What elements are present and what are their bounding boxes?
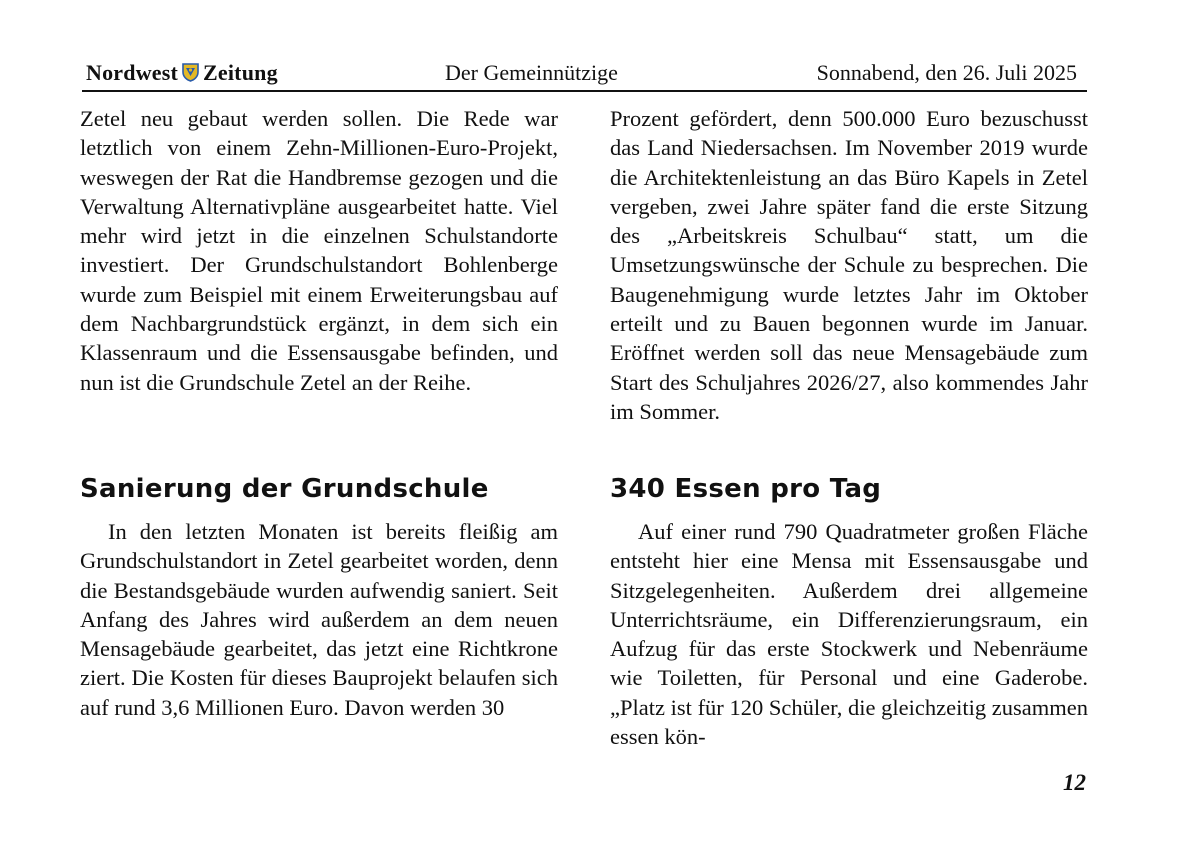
right-column-continuation: [610, 104, 1088, 426]
article-paragraph: Auf einer rund 790 Quadratmeter großen Fläche entsteht hier eine Mensa mit Essensausgabe und Sitzgelegenheiten. Außerdem drei allgemeine Unterrichtsräume, ein Differenzierungsraum, ein Aufzug für das erste Stockwerk und Nebenräume wie Toiletten, für Personal und eine Gaderobe. „Platz ist für 120 Schüler, die gleichzeitig zusammen essen kön-: [610, 519, 1088, 750]
page-number: 12: [1063, 770, 1086, 795]
masthead-nordwest: Nordwest: [86, 60, 179, 85]
issue-date: Sonnabend, den 26. Juli 2025: [816, 60, 1077, 85]
right-column-body: [610, 517, 1088, 751]
masthead-zeitung: Zeitung: [203, 60, 278, 85]
subheading-essen: 340 Essen pro Tag: [610, 474, 882, 504]
coat-of-arms-icon: [182, 62, 199, 88]
article-paragraph: In den letzten Monaten ist bereits fleißig am Grundschulstandort in Zetel gearbeitet worden, denn die Bestandsgebäude wurden aufwendig saniert. Seit Anfang des Jahres wird außerdem an dem neuen Mensagebäude gearbeitet, das jetzt eine Richtkrone ziert. Die Kosten für dieses Bauprojekt belaufen sich auf rund 3,6 Millionen Euro. Davon werden 30: [80, 519, 558, 720]
article-paragraph: Zetel neu gebaut werden sollen. Die Rede war letztlich von einem Zehn-Millionen-Euro-Projekt, weswegen der Rat die Handbremse gezogen und die Verwaltung Alternativpläne ausgearbeitet hatte. Viel mehr wird jetzt in die einzelnen Schulstandorte investiert. Der Grundschulstandort Bohlenberge wurde zum Beispiel mit einem Erweiterungsbau auf dem Nachbargrundstück ergänzt, in dem sich ein Klassenraum und die Essensausgabe befinden, und nun ist die Grundschule Zetel an der Reihe.: [80, 106, 558, 395]
article-paragraph: Prozent gefördert, denn 500.000 Euro bezuschusst das Land Niedersachsen. Im November 2019 wurde die Architektenleistung an das Büro Kapels in Zetel vergeben, zwei Jahre später fand die erste Sitzung des „Arbeitskreis Schulbau“ statt, um die Umsetzungswünsche der Schule zu besprechen. Die Baugenehmigung wurde letztes Jahr im Oktober erteilt und zu Bauen begonnen wurde im Januar. Eröffnet werden soll das neue Mensagebäude zum Start des Schuljahres 2026/27, also kommendes Jahr im Sommer.: [610, 106, 1088, 424]
section-title: Der Gemeinnützige: [445, 60, 618, 85]
left-column-continuation: [80, 104, 558, 397]
page-header: [82, 58, 1087, 92]
masthead: [86, 60, 278, 88]
subheading-sanierung: Sanierung der Grundschule: [80, 474, 489, 504]
left-column-body: [80, 517, 558, 722]
